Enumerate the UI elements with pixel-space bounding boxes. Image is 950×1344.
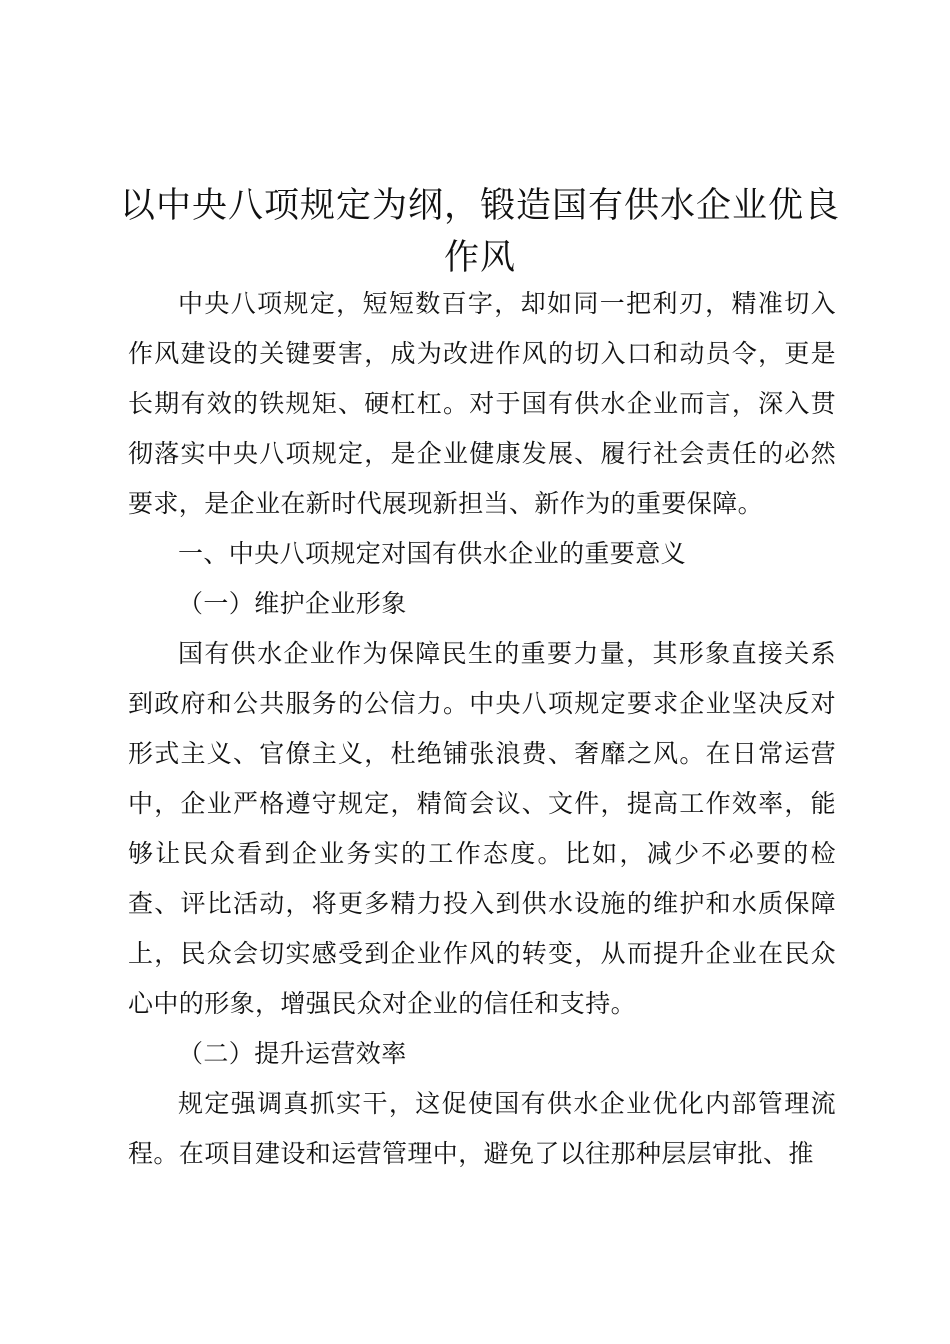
document-body [128, 279, 836, 1179]
paragraph-efficiency: 规定强调真抓实干，这促使国有供水企业优化内部管理流程。在项目建设和运营管理中，避免了以往那种层层审批、推 [128, 1089, 836, 1168]
document-title: 以中央八项规定为纲，锻造国有供水企业优良作风 [119, 186, 840, 278]
subsection-heading-2: （二）提升运营效率 [178, 1039, 407, 1068]
paragraph-intro: 中央八项规定，短短数百字，却如同一把利刃，精准切入作风建设的关键要害，成为改进作风的切入口和动员令，更是长期有效的铁规矩、硬杠杠。对于国有供水企业而言，深入贯彻落实中央八项规定，是企业健康发展、履行社会责任的必然要求，是企业在新时代展现新担当、新作为的重要保障。 [128, 289, 836, 518]
subsection-heading-1: （一）维护企业形象 [178, 589, 407, 618]
paragraph-image: 国有供水企业作为保障民生的重要力量，其形象直接关系到政府和公共服务的公信力。中央八项规定要求企业坚决反对形式主义、官僚主义，杜绝铺张浪费、奢靡之风。在日常运营中，企业严格遵守规定，精简会议、文件，提高工作效率，能够让民众看到企业务实的工作态度。比如，减少不必要的检查、评比活动，将更多精力投入到供水设施的维护和水质保障上，民众会切实感受到企业作风的转变，从而提升企业在民众心中的形象，增强民众对企业的信任和支持。 [128, 639, 836, 1018]
section-heading-1: 一、中央八项规定对国有供水企业的重要意义 [178, 539, 687, 568]
